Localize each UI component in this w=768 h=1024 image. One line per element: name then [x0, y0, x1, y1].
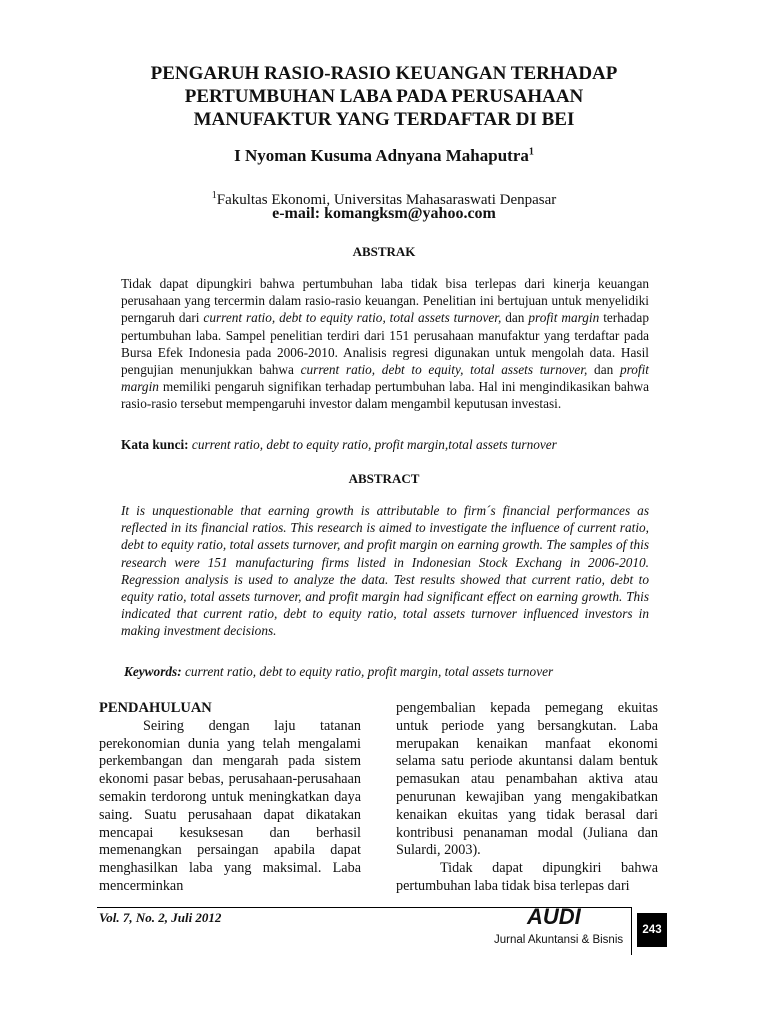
kata-kunci-label: Kata kunci:: [121, 437, 189, 452]
abstract-heading: ABSTRACT: [348, 471, 420, 486]
keywords: [124, 664, 684, 680]
keywords-text: current ratio, debt to equity ratio, profit margin, total assets turnover: [181, 664, 554, 679]
abstrak-body: [121, 275, 649, 413]
abstrak-text-3: terhadap pertumbuhan laba. Sampel penelitian terdiri dari 151 perusahaan manufaktur yang terdaftar pada Bursa Efek Indonesia pada 2006-2010. Analisis regresi digunakan untuk mengolah data. Hasil pengujian menunjukkan bahwa: [121, 310, 649, 378]
journal-name: Jurnal Akuntansi & Bisnis: [494, 934, 624, 946]
keywords-label: Keywords:: [124, 664, 182, 679]
abstrak-text-1: Tidak dapat dipungkiri bahwa pertumbuhan laba tidak bisa terlepas dari kinerja keuangan perusahaan yang tercermin dalam rasio-rasio keuangan. Penelitian ini bertujuan untuk menyelidiki perngaruh dari: [121, 276, 649, 326]
author-email: e-mail: komangksm@yahoo.com: [272, 205, 496, 222]
abstrak-text-2: dan: [501, 310, 529, 326]
abstrak-italic-2: profit margin: [528, 310, 600, 326]
journal-logo: AUDI: [527, 904, 581, 929]
abstract-body: It is unquestionable that earning growth is attributable to firm´s financial performances as reflected in its financial ratios. This research is aimed to investigate the influence of current ratio, debt to equity ratio, total assets turnover, and profit margin on earning growth. The samples of this research were 151 manufacturing firms listed in Indonesian Stock Exchang in 2006-2010. Regression analysis is used to analyze the data. Test results showed that current ratio, debt to equity ratio, total assets turnover, and profit margin had significant effect on earning growth. This indicated that current ratio, debt to equity ratio, total assets turnover influenced investors in making investment decisions.: [121, 503, 649, 639]
author-name: I Nyoman Kusuma Adnyana Mahaputra: [234, 146, 529, 165]
abstrak-text-4: dan: [587, 362, 620, 378]
author-superscript: 1: [528, 146, 534, 158]
volume-info: Vol. 7, No. 2, Juli 2012: [99, 910, 222, 925]
title-line-2: PERTUMBUHAN LABA PADA PERUSAHAAN: [184, 86, 584, 107]
author-line: [0, 146, 768, 166]
section-title-pendahuluan: PENDAHULUAN: [99, 700, 212, 716]
body-column-left: [99, 700, 361, 896]
abstrak-italic-4: profit margin: [121, 362, 649, 395]
affiliation-superscript: 1: [211, 190, 217, 201]
abstrak-heading: ABSTRAK: [352, 244, 416, 259]
affiliation-text: Fakultas Ekonomi, Universitas Mahasaraswati Denpasar: [216, 192, 557, 208]
abstrak-italic-3: current ratio, debt to equity, total assets turnover,: [300, 362, 588, 378]
paragraph-right-2: Tidak dapat dipungkiri bahwa pertumbuhan laba tidak bisa terlepas dari: [396, 860, 658, 894]
page-number: 243: [637, 913, 667, 947]
paragraph-left: Seiring dengan laju tatanan perekonomian dunia yang telah mengalami perkembangan dan mengarah pada sistem ekonomi pasar bebas, perusahaan-perusahaan semakin terdorong untuk meningkatkan daya saing. Suatu perusahaan dapat dikatakan mencapai kesuksesan dan berhasil memenangkan persaingan apabila dapat menghasilkan laba yang maksimal. Laba mencerminkan: [99, 717, 361, 894]
kata-kunci: [121, 437, 661, 453]
title-line-1: PENGARUH RASIO-RASIO KEUANGAN TERHADAP: [150, 63, 618, 84]
abstrak-text-5: memiliki pengaruh signifikan terhadap pertumbuhan laba. Hal ini mengindikasikan bahwa rasio-rasio tersebut mempengaruhi investor dalam mengambil keputusan investasi.: [121, 379, 649, 412]
abstrak-italic-1: current ratio, debt to equity ratio, total assets turnover,: [203, 310, 502, 326]
footer-vertical-divider: [631, 907, 632, 955]
kata-kunci-text: current ratio, debt to equity ratio, profit margin,total assets turnover: [188, 437, 557, 452]
body-column-right: [396, 700, 658, 896]
title-line-3: MANUFAKTUR YANG TERDAFTAR DI BEI: [193, 109, 575, 130]
paragraph-right-1: pengembalian kepada pemegang ekuitas untuk periode yang bersangkutan. Laba merupakan kenaikan manfaat ekonomi selama satu periode akuntansi dalam bentuk pemasukan atau penambahan aktiva atau penurunan kewajiban yang mengakibatkan kenaikan ekuitas yang tidak berasal dari kontribusi penanaman modal (Juliana dan Sulardi, 2003).: [396, 700, 658, 859]
paper-title: [96, 62, 672, 131]
